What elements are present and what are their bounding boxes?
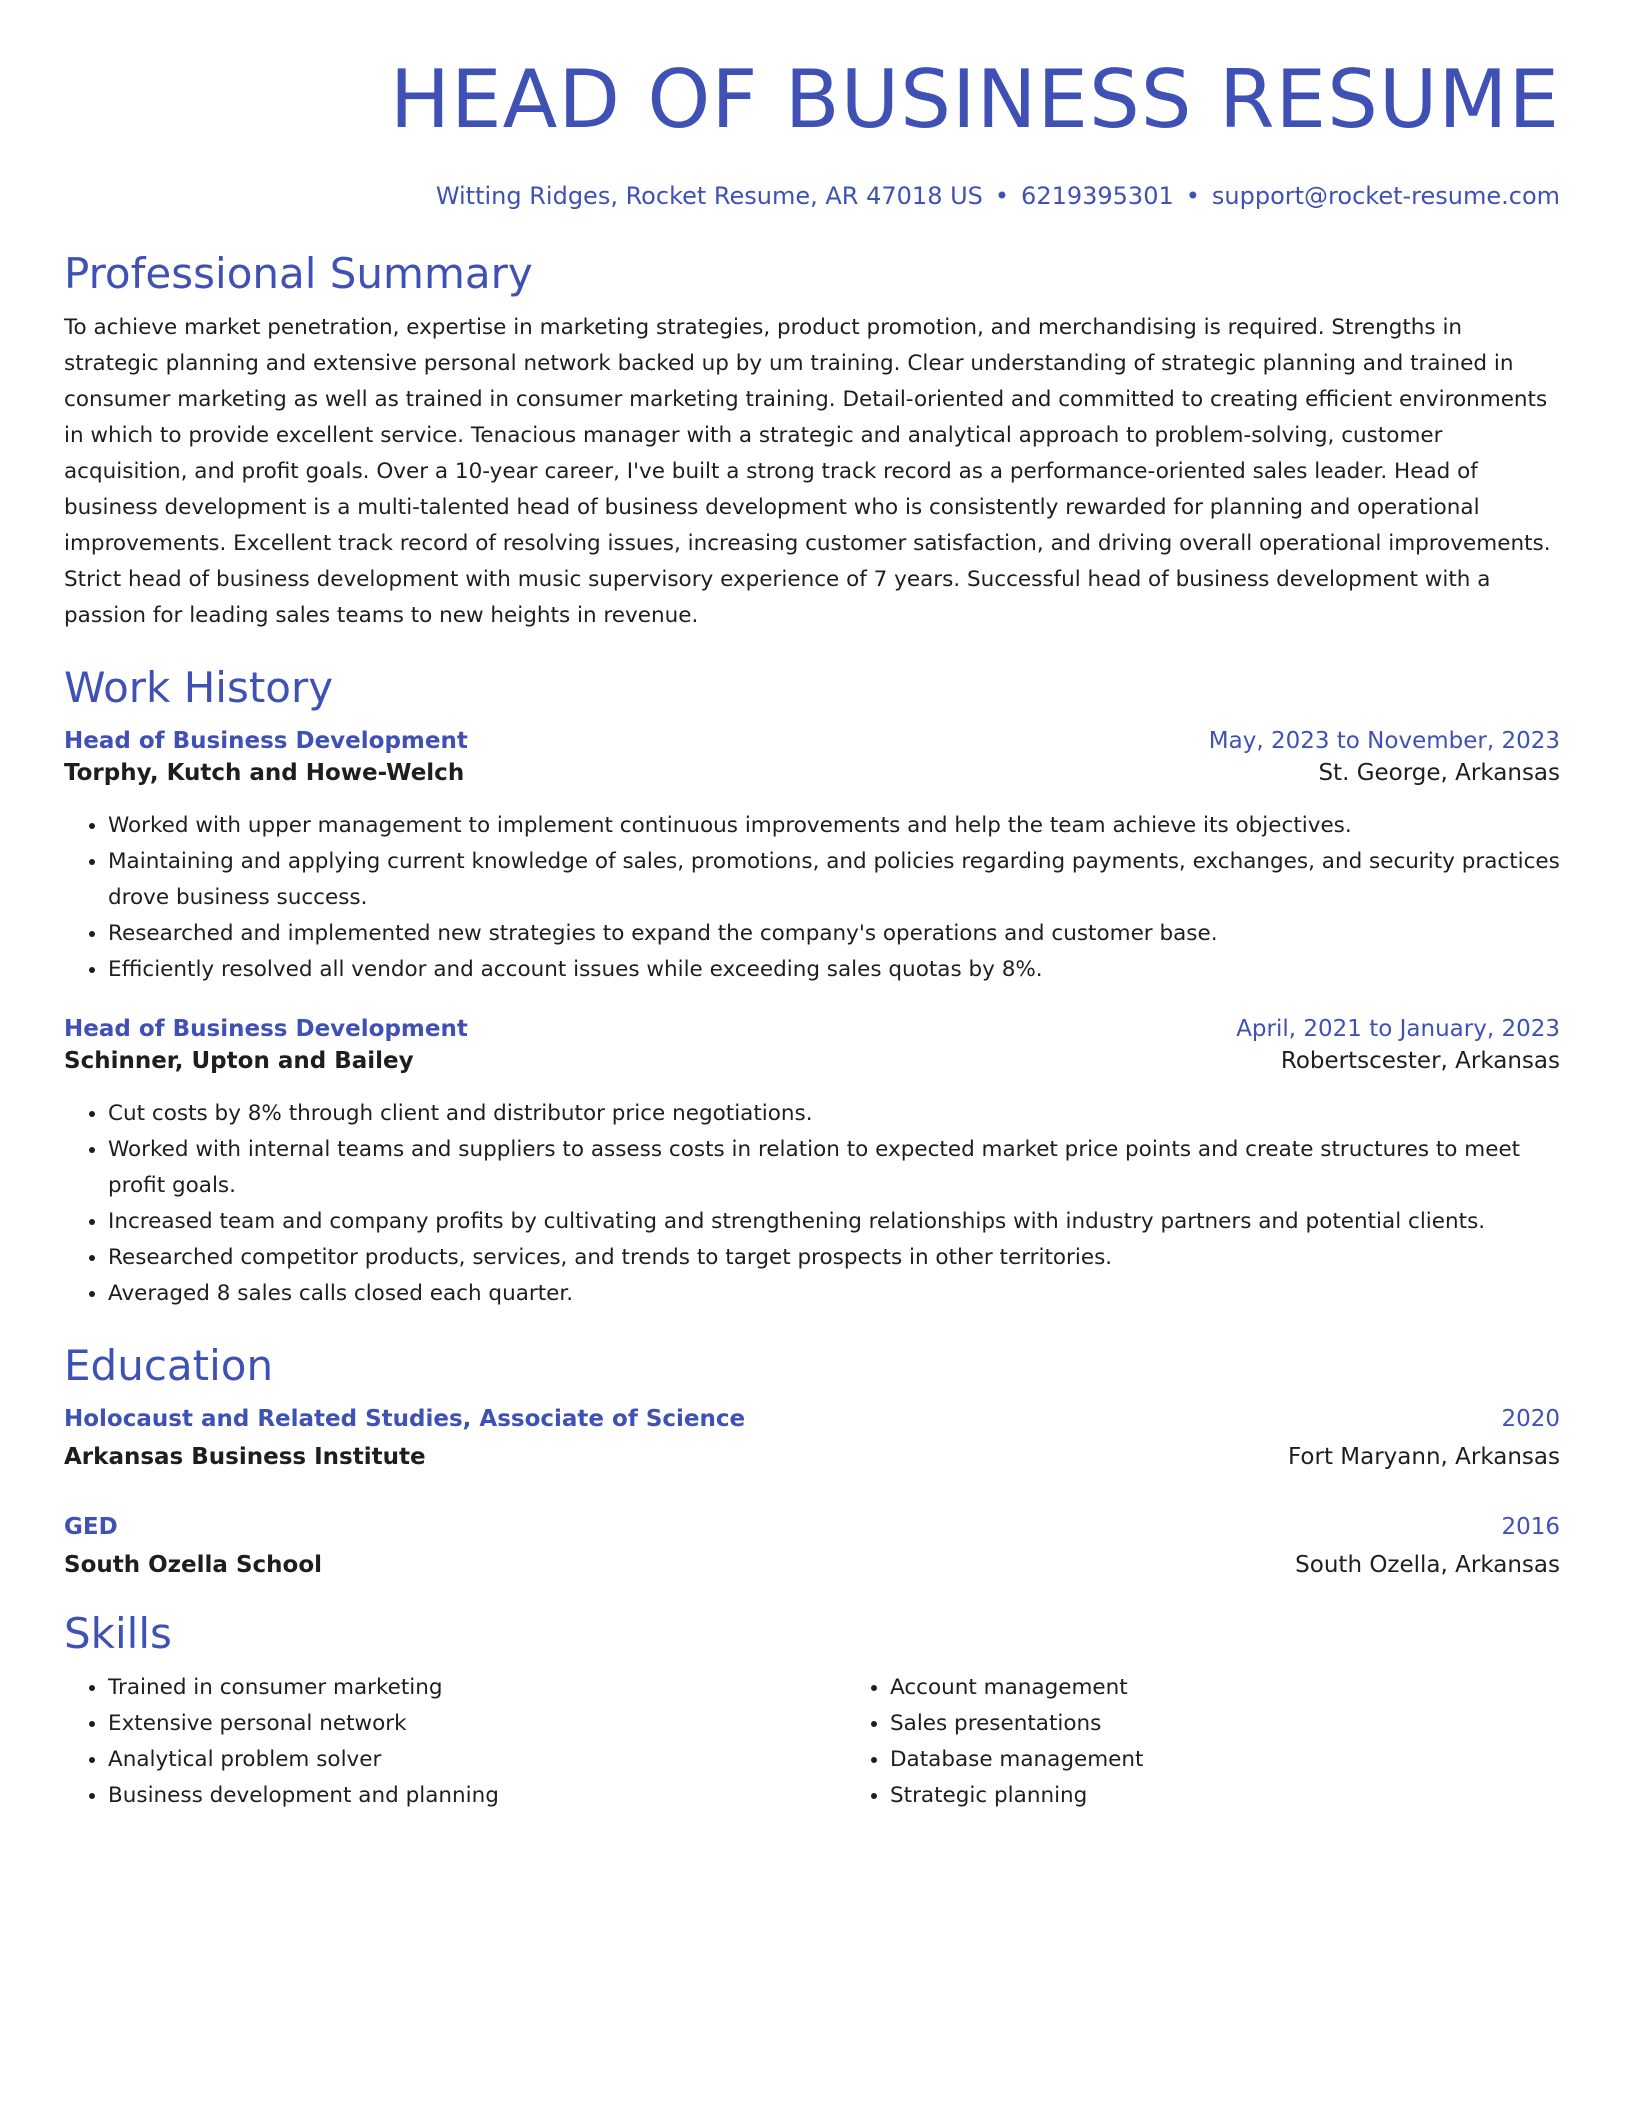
job-company-row	[64, 1048, 1560, 1088]
skills-list-left	[64, 1670, 846, 1814]
education-school-row	[64, 1552, 1560, 1586]
education-location: Fort Maryann, Arkansas	[1288, 1444, 1560, 1470]
resume-header	[64, 0, 1560, 210]
skills-heading: Skills	[64, 1609, 172, 1658]
job-title: Head of Business Development	[64, 1016, 468, 1042]
education-school-row	[64, 1444, 1560, 1478]
job-bullet: • Efficiently resolved all vendor and account issues while exceeding sales quotas by 8%.	[108, 952, 1560, 988]
skill-item: • Business development and planning	[108, 1778, 846, 1814]
skill-item: • Sales presentations	[890, 1706, 1628, 1742]
job-bullet: • Researched competitor products, services, and trends to target prospects in other territories.	[108, 1240, 1560, 1276]
job-title-row	[64, 1016, 1560, 1048]
job-company-row	[64, 760, 1560, 800]
education-location: South Ozella, Arkansas	[1295, 1552, 1560, 1578]
job-bullet: • Worked with internal teams and suppliers to assess costs in relation to expected market price points and create structures to meet profit goals.	[108, 1132, 1560, 1204]
job-bullet: • Increased team and company profits by cultivating and strengthening relationships with industry partners and potential clients.	[108, 1204, 1560, 1240]
skill-item: • Trained in consumer marketing	[108, 1670, 846, 1706]
job-bullet: • Researched and implemented new strategies to expand the company's operations and customer base.	[108, 916, 1560, 952]
contact-email: support@rocket-resume.com	[1211, 182, 1560, 210]
contact-line	[64, 182, 1560, 210]
education-degree-row	[64, 1514, 1560, 1552]
resume-title: HEAD OF BUSINESS RESUME	[389, 53, 1560, 146]
job-title-row	[64, 728, 1560, 760]
education-heading: Education	[64, 1341, 274, 1390]
job-bullets	[64, 808, 1560, 988]
contact-address: Witting Ridges, Rocket Resume, AR 47018 US	[435, 182, 983, 210]
job-bullet: • Maintaining and applying current knowledge of sales, promotions, and policies regarding payments, exchanges, and security practices drove business success.	[108, 844, 1560, 916]
skill-item: • Database management	[890, 1742, 1628, 1778]
education-entry	[64, 1514, 1560, 1586]
job-bullet: • Worked with upper management to implement continuous improvements and help the team achieve its objectives.	[108, 808, 1560, 844]
job-dates: May, 2023 to November, 2023	[1208, 728, 1560, 754]
skill-item: • Account management	[890, 1670, 1628, 1706]
job-entry	[64, 1016, 1560, 1312]
job-company: Schinner, Upton and Bailey	[64, 1048, 414, 1074]
education-degree: GED	[64, 1514, 118, 1540]
job-location: Robertscester, Arkansas	[1280, 1048, 1560, 1074]
job-company: Torphy, Kutch and Howe-Welch	[64, 760, 465, 786]
skill-item: • Analytical problem solver	[108, 1742, 846, 1778]
education-degree: Holocaust and Related Studies, Associate of Science	[64, 1406, 746, 1432]
contact-separator: •	[994, 182, 1010, 210]
education-entry	[64, 1406, 1560, 1478]
work-history-heading: Work History	[64, 663, 334, 712]
education-year: 2016	[1501, 1514, 1560, 1540]
summary-text: To achieve market penetration, expertise in marketing strategies, product promotion, and merchandising is required. Strengths in strategic planning and extensive personal network backed up by um training. Clear understanding of strategic planning and trained in consumer marketing as well as trained in consumer marketing training. Detail-oriented and committed to creating efficient environments in which to provide excellent service. Tenacious manager with a strategic and analytical approach to problem-solving, customer acquisition, and profit goals. Over a 10-year career, I've built a strong track record as a performance-oriented sales leader. Head of business development is a multi-talented head of business development who is consistently rewarded for planning and operational improvements. Excellent track record of resolving issues, increasing customer satisfaction, and driving overall operational improvements. Strict head of business development with music supervisory experience of 7 years. Successful head of business development with a passion for leading sales teams to new heights in revenue.	[64, 315, 1551, 628]
job-title: Head of Business Development	[64, 728, 468, 754]
skill-item: • Extensive personal network	[108, 1706, 846, 1742]
job-bullet: • Cut costs by 8% through client and distributor price negotiations.	[108, 1096, 1560, 1132]
education-degree-row	[64, 1406, 1560, 1444]
skills-list-right	[846, 1670, 1628, 1814]
contact-separator: •	[1185, 182, 1200, 210]
job-entry	[64, 728, 1560, 988]
skills-grid	[64, 1670, 1560, 1814]
education-year: 2020	[1501, 1406, 1560, 1432]
job-location: St. George, Arkansas	[1318, 760, 1560, 786]
summary-heading: Professional Summary	[64, 249, 533, 298]
education-school: Arkansas Business Institute	[64, 1444, 426, 1470]
job-dates: April, 2021 to January, 2023	[1236, 1016, 1560, 1042]
resume-page	[64, 0, 1560, 1814]
job-bullet: • Averaged 8 sales calls closed each quarter.	[108, 1276, 1560, 1312]
job-bullets	[64, 1096, 1560, 1312]
contact-phone: 6219395301	[1021, 182, 1174, 210]
education-school: South Ozella School	[64, 1552, 323, 1578]
skill-item: • Strategic planning	[890, 1778, 1628, 1814]
